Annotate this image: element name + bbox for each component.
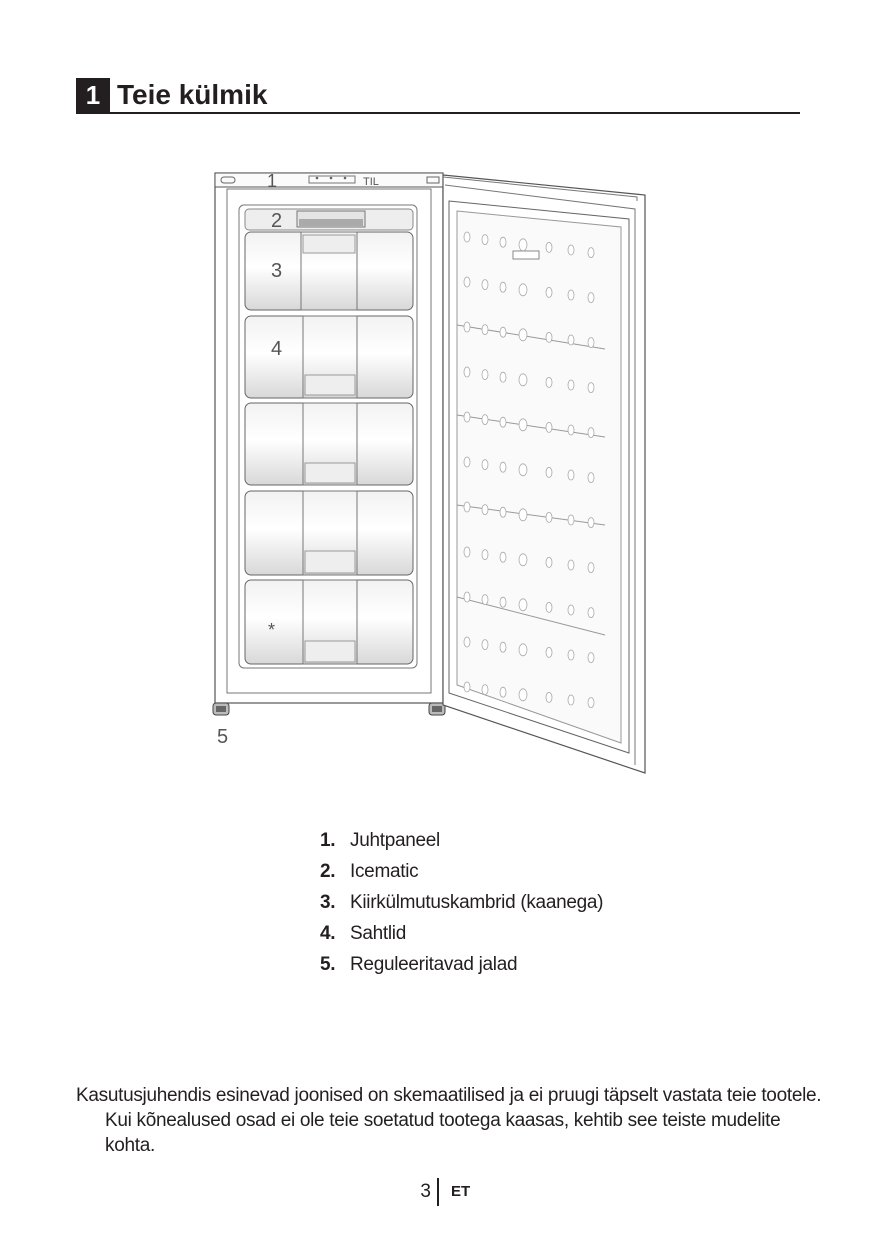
- liner-dot: [500, 417, 506, 427]
- liner-dot: [482, 280, 488, 290]
- callout-1: 1: [267, 171, 278, 191]
- liner-dot: [464, 637, 470, 647]
- liner-dot: [546, 647, 552, 657]
- liner-dot: [588, 338, 594, 348]
- adjustable-feet: [213, 703, 445, 715]
- legend-item: [320, 825, 603, 856]
- liner-dot: [519, 464, 527, 476]
- liner-dot: [568, 335, 574, 345]
- liner-dot: [519, 374, 527, 386]
- liner-dot: [464, 412, 470, 422]
- liner-dot: [568, 425, 574, 435]
- liner-dot: [546, 377, 552, 387]
- legend-number: 2.: [320, 861, 336, 882]
- legend-number: 5.: [320, 954, 336, 975]
- callout-2: 2: [271, 210, 283, 232]
- liner-dot: [464, 592, 470, 602]
- language-code: ET: [451, 1183, 471, 1200]
- liner-dot: [546, 602, 552, 612]
- legend-text: Reguleeritavad jalad: [350, 954, 518, 975]
- liner-dot: [588, 698, 594, 708]
- liner-dot: [464, 457, 470, 467]
- liner-dot: [546, 422, 552, 432]
- liner-dot: [519, 239, 527, 251]
- legend-item: [320, 887, 603, 918]
- liner-dot: [588, 473, 594, 483]
- liner-dot: [464, 367, 470, 377]
- liner-dot: [588, 608, 594, 618]
- liner-dot: [464, 682, 470, 692]
- liner-dot: [500, 372, 506, 382]
- liner-dot: [568, 245, 574, 255]
- panel-label: TIL: [363, 176, 379, 188]
- liner-dot: [500, 642, 506, 652]
- liner-dot: [464, 277, 470, 287]
- liner-dot: [464, 232, 470, 242]
- legend-text: Sahtlid: [350, 923, 406, 944]
- disclaimer-note: Kasutusjuhendis esinevad joonised on skemaatilised ja ei pruugi täpselt vastata teie tootele. Kui kõnealused osad ei ole teie soetatud tootega kaasas, kehtib see teiste mudelite kohta.: [76, 1085, 822, 1156]
- liner-dot: [500, 462, 506, 472]
- liner-dot: [482, 505, 488, 515]
- legend-text: Juhtpaneel: [350, 830, 440, 851]
- liner-dot: [500, 552, 506, 562]
- liner-dot: [500, 237, 506, 247]
- legend-text: Kiirkülmutuskambrid (kaanega): [350, 892, 604, 913]
- chapter-number: 1: [76, 78, 110, 112]
- freezer-illustration: [205, 165, 655, 790]
- liner-dot: [568, 605, 574, 615]
- liner-dot: [546, 332, 552, 342]
- parts-legend: [320, 825, 603, 980]
- liner-dot: [464, 322, 470, 332]
- liner-dot: [588, 248, 594, 258]
- callout-5: 5: [217, 726, 229, 748]
- legend-number: 1.: [320, 830, 336, 851]
- liner-dot: [568, 695, 574, 705]
- footer-divider: [437, 1178, 439, 1206]
- liner-dot: [588, 653, 594, 663]
- liner-dot: [482, 685, 488, 695]
- liner-dot: [588, 518, 594, 528]
- liner-dot: [482, 460, 488, 470]
- legend-item: [320, 856, 603, 887]
- liner-dot: [482, 595, 488, 605]
- liner-dot: [482, 235, 488, 245]
- liner-dot: [482, 415, 488, 425]
- liner-dot: [568, 650, 574, 660]
- liner-dot: [568, 515, 574, 525]
- liner-dot: [519, 689, 527, 701]
- liner-dot: [500, 327, 506, 337]
- callout-3: 3: [271, 260, 283, 282]
- liner-dot: [482, 370, 488, 380]
- liner-dot: [546, 557, 552, 567]
- liner-dot: [568, 470, 574, 480]
- legend-item: [320, 949, 603, 980]
- legend-text: Icematic: [350, 861, 419, 882]
- liner-dot: [519, 329, 527, 341]
- liner-dot: [482, 640, 488, 650]
- liner-dot: [500, 687, 506, 697]
- liner-dot: [546, 467, 552, 477]
- liner-dot: [519, 284, 527, 296]
- callout-star: *: [268, 620, 276, 640]
- liner-dot: [568, 560, 574, 570]
- page-number: 3: [420, 1181, 431, 1202]
- liner-dot: [482, 325, 488, 335]
- callout-4: 4: [271, 338, 283, 360]
- liner-dot: [464, 502, 470, 512]
- liner-dot: [519, 644, 527, 656]
- legend-item: [320, 918, 603, 949]
- liner-dot: [464, 547, 470, 557]
- chapter-heading: [76, 78, 800, 114]
- liner-dot: [588, 383, 594, 393]
- liner-dot: [588, 428, 594, 438]
- liner-dot: [500, 507, 506, 517]
- liner-dot: [482, 550, 488, 560]
- liner-dot: [546, 287, 552, 297]
- liner-dot: [500, 282, 506, 292]
- liner-dot: [588, 293, 594, 303]
- liner-dot: [519, 599, 527, 611]
- liner-dot: [546, 512, 552, 522]
- drawers: [245, 232, 413, 664]
- liner-dot: [519, 419, 527, 431]
- legend-number: 4.: [320, 923, 336, 944]
- liner-dot: [546, 692, 552, 702]
- liner-dot: [568, 380, 574, 390]
- door: [443, 175, 645, 773]
- legend-number: 3.: [320, 892, 336, 913]
- liner-dot: [500, 597, 506, 607]
- liner-dot: [568, 290, 574, 300]
- liner-dot: [519, 554, 527, 566]
- page-footer: [0, 1178, 875, 1206]
- chapter-title: Teie külmik: [117, 79, 268, 110]
- liner-dot: [588, 563, 594, 573]
- liner-dot: [546, 242, 552, 252]
- liner-dot: [519, 509, 527, 521]
